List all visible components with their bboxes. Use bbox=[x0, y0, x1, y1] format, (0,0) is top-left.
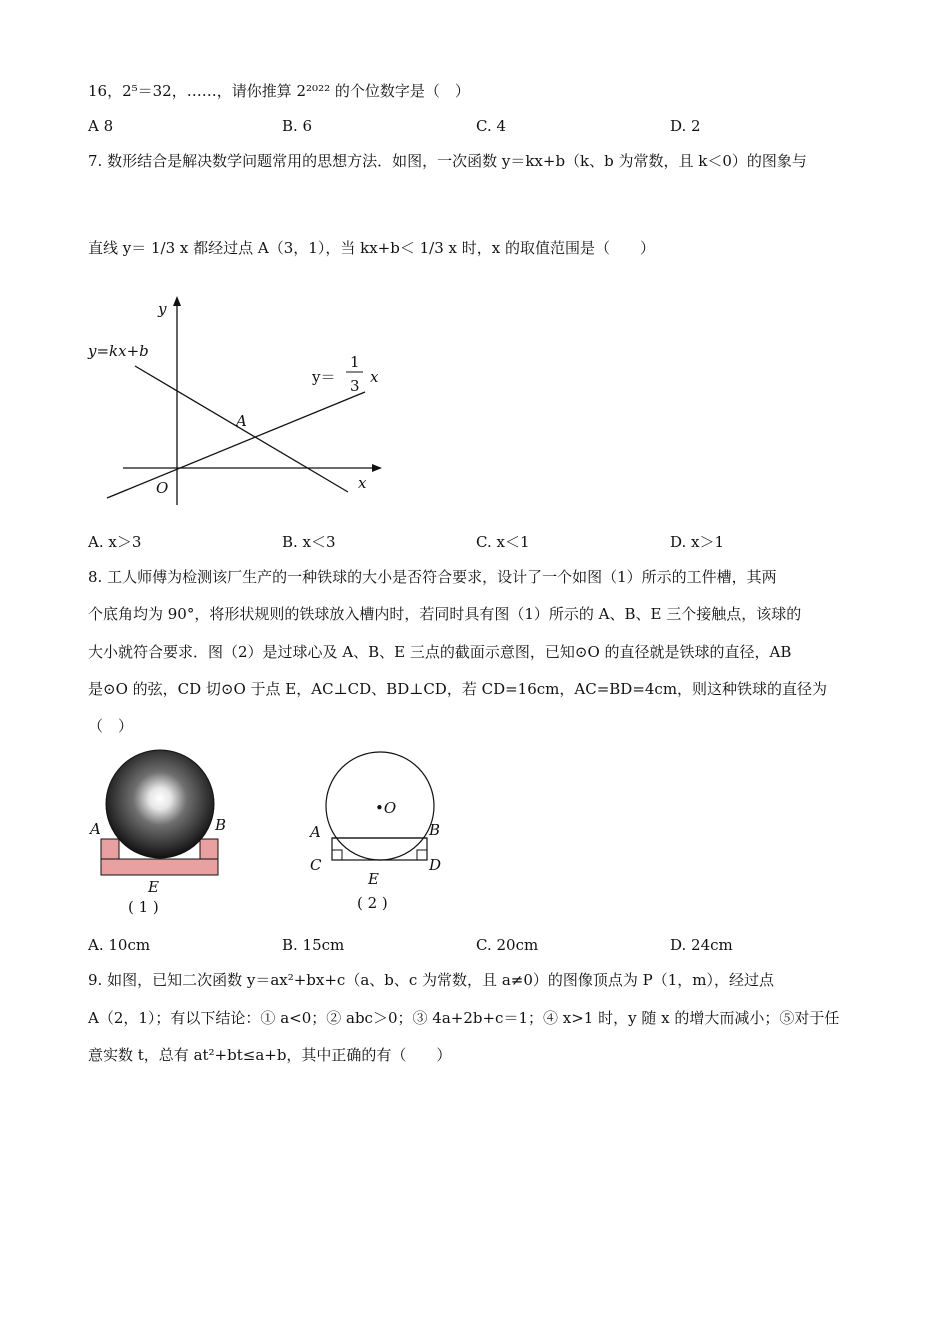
q8-option-d: D. 24cm bbox=[670, 936, 733, 954]
q8-option-a: A. 10cm bbox=[88, 936, 151, 954]
q9-stem-line2: A（2，1）；有以下结论：① a<0；② abc＞0；③ 4a+2b+c＝1；④ x>1 时，y 随 x 的增大而减小；⑤对于任 bbox=[88, 1009, 840, 1027]
q6-option-d: D. 2 bbox=[670, 117, 701, 135]
q8-figure-2 bbox=[305, 742, 455, 922]
q8-figure-1 bbox=[88, 742, 238, 922]
q9-stem-line1: 9. 如图，已知二次函数 y＝ax²+bx+c（a、b、c 为常数，且 a≠0）的图像顶点为 P（1，m），经过点 bbox=[88, 971, 775, 989]
fig1-caption: ( 1 ) bbox=[128, 898, 159, 916]
frac-numerator: 1 bbox=[350, 353, 360, 371]
q6-option-c: C. 4 bbox=[476, 117, 507, 135]
q7-graph bbox=[80, 290, 400, 515]
q7-option-b: B. x＜3 bbox=[282, 533, 336, 551]
y-axis-label: y bbox=[158, 300, 167, 318]
q7-stem-line2: 直线 y＝ 1/3 x 都经过点 A（3，1），当 kx+b＜ 1/3 x 时，x 的取值范围是（ ） bbox=[88, 239, 655, 257]
line-one-third-label: y＝ bbox=[312, 368, 336, 386]
fig2-caption: ( 2 ) bbox=[357, 894, 388, 912]
q8-option-c: C. 20cm bbox=[476, 936, 539, 954]
line-kx-plus-b-label: y=kx+b bbox=[88, 342, 149, 360]
q6-option-a: A 8 bbox=[88, 117, 114, 135]
iron-ball bbox=[106, 750, 214, 858]
q7-stem-line1: 7. 数形结合是解决数学问题常用的思想方法．如图，一次函数 y＝kx+b（k、b 为常数，且 k＜0）的图象与 bbox=[88, 152, 807, 170]
fig2-label-b: B bbox=[429, 821, 441, 839]
q8-stem-line1: 8. 工人师傅为检测该厂生产的一种铁球的大小是否符合要求，设计了一个如图（1）所示的工件槽，其两 bbox=[88, 568, 777, 586]
right-angle-d bbox=[417, 850, 427, 860]
q8-stem-line4: 是⊙O 的弦，CD 切⊙O 于点 E，AC⊥CD、BD⊥CD，若 CD=16cm，AC=BD=4cm，则这种铁球的直径为 bbox=[88, 680, 828, 698]
line-one-third-x bbox=[107, 392, 365, 498]
fig1-label-b: B bbox=[215, 816, 227, 834]
fig1-label-e: E bbox=[148, 878, 159, 896]
line-one-third-x-var: x bbox=[370, 368, 379, 386]
q8-stem-line2: 个底角均为 90°，将形状规则的铁球放入槽内时，若同时具有图（1）所示的 A、B、E 三个接触点，该球的 bbox=[88, 605, 802, 623]
fig2-label-c: C bbox=[310, 856, 322, 874]
q8-stem-line5: （ ） bbox=[88, 717, 134, 735]
x-axis-label: x bbox=[358, 474, 367, 492]
y-axis-arrow bbox=[173, 296, 181, 306]
x-axis-arrow bbox=[372, 464, 382, 472]
q6-stem: 16，2⁵＝32，……，请你推算 2²⁰²² 的个位数字是（ ） bbox=[88, 82, 470, 100]
fig2-label-e: E bbox=[368, 870, 379, 888]
groove-base bbox=[101, 859, 218, 875]
fig2-label-d: D bbox=[429, 856, 442, 874]
right-angle-c bbox=[332, 850, 342, 860]
q9-stem-line3: 意实数 t，总有 at²+bt≤a+b，其中正确的有（ ） bbox=[88, 1046, 452, 1064]
origin-label: O bbox=[156, 479, 169, 497]
point-a-label: A bbox=[236, 412, 247, 430]
q7-option-c: C. x＜1 bbox=[476, 533, 530, 551]
q8-option-b: B. 15cm bbox=[282, 936, 345, 954]
fig2-label-a: A bbox=[310, 823, 321, 841]
fig2-center-o: •O bbox=[375, 799, 397, 817]
q6-option-b: B. 6 bbox=[282, 117, 313, 135]
frac-denominator: 3 bbox=[350, 377, 360, 395]
fig1-label-a: A bbox=[90, 820, 101, 838]
q7-option-a: A. x＞3 bbox=[88, 533, 142, 551]
q7-option-d: D. x＞1 bbox=[670, 533, 725, 551]
q8-stem-line3: 大小就符合要求．图（2）是过球心及 A、B、E 三点的截面示意图，已知⊙O 的直径就是铁球的直径，AB bbox=[88, 643, 792, 661]
